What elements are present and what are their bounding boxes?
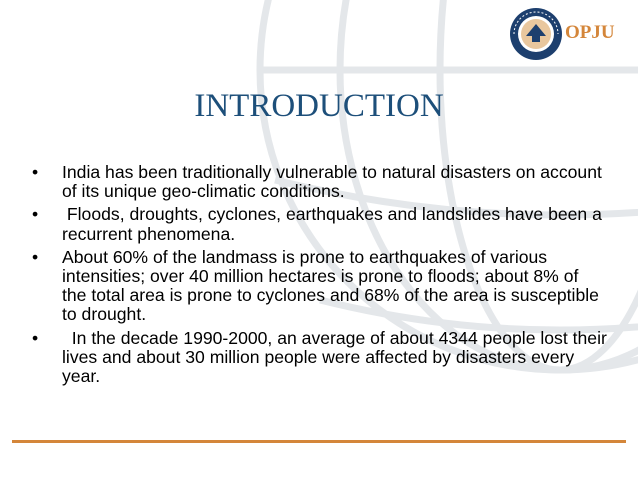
bullet-text: In the decade 1990-2000, an average of about 4344 people lost their lives and about 30 million people were affected by disasters every year. [62, 327, 612, 387]
page-title: INTRODUCTION [194, 88, 444, 124]
logo-brand-text: OPJU [565, 22, 615, 43]
bullet-icon: • [32, 327, 39, 348]
university-logo [508, 6, 632, 62]
list-item [32, 205, 607, 243]
bullet-list [32, 162, 612, 390]
list-item [32, 163, 607, 201]
bullet-text: About 60% of the landmass is prone to earthquakes of various intensities; over 40 million hectares is prone to floods; about 8% of the total area is prone to cyclones and 68% of the area is susceptible to drought. [62, 246, 599, 325]
list-item [32, 327, 612, 387]
bullet-text: Floods, droughts, cyclones, earthquakes and landslides have been a recurrent phenomena. [62, 204, 607, 244]
list-item [32, 248, 607, 325]
footer-divider [12, 440, 626, 443]
bullet-icon: • [32, 204, 39, 225]
bullet-icon: • [32, 162, 39, 182]
bullet-icon: • [32, 246, 39, 267]
university-seal-icon [508, 6, 564, 62]
bullet-text: India has been traditionally vulnerable to natural disasters on account of its unique geo-climatic conditions. [62, 162, 602, 202]
